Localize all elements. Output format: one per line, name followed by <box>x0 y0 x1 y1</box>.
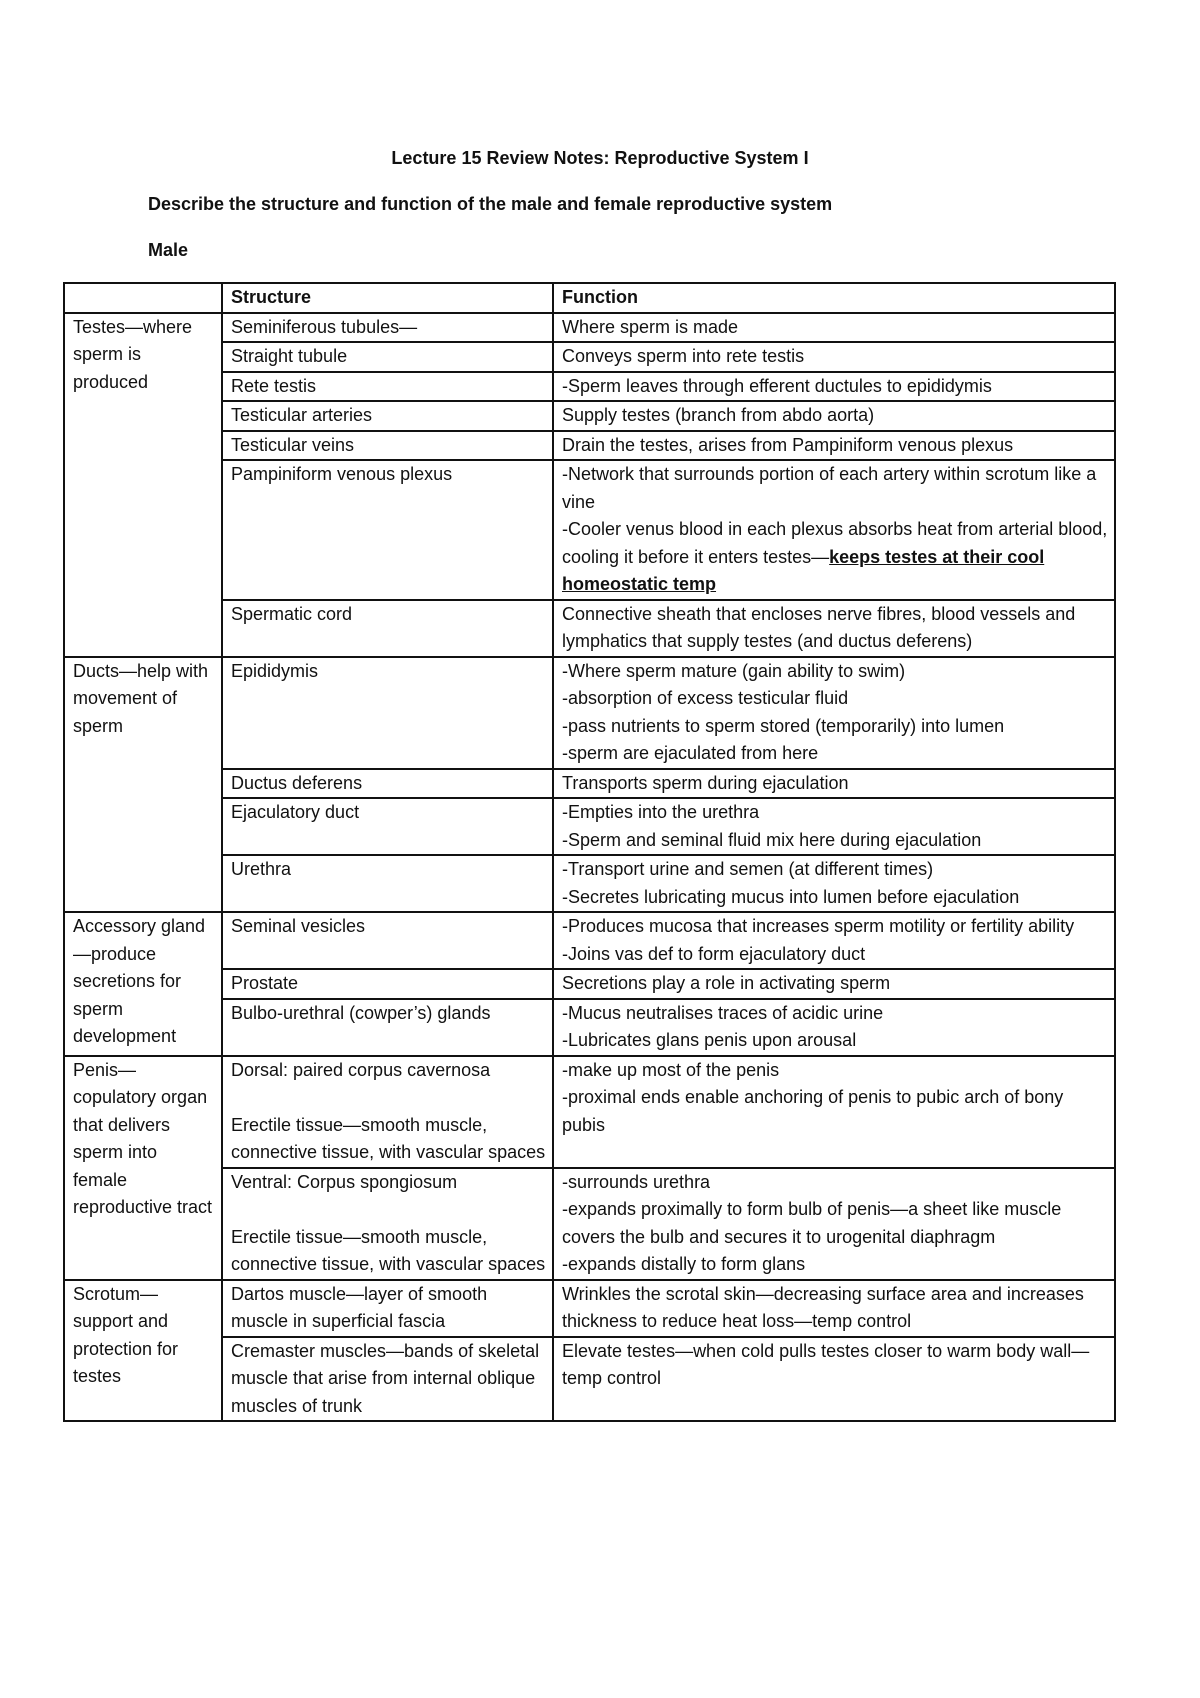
function-cell: Secretions play a role in activating sperm <box>553 969 1115 999</box>
function-cell <box>553 657 1115 769</box>
function-cell <box>553 999 1115 1056</box>
function-line: -Transport urine and semen (at different times) <box>562 859 934 879</box>
function-cell: Wrinkles the scrotal skin—decreasing surface area and increases thickness to reduce heat loss—temp control <box>553 1280 1115 1337</box>
table-row <box>64 769 1115 799</box>
function-cell: Where sperm is made <box>553 313 1115 343</box>
function-line: -Lubricates glans penis upon arousal <box>562 1030 857 1050</box>
table-row <box>64 999 1115 1056</box>
structure-line: Erectile tissue—smooth muscle, connective tissue, with vascular spaces <box>231 1226 546 1274</box>
structure-cell: Rete testis <box>222 372 553 402</box>
structure-cell: Testicular veins <box>222 431 553 461</box>
structure-cell: Urethra <box>222 855 553 912</box>
function-line: -Sperm and seminal fluid mix here during ejaculation <box>562 829 982 850</box>
table-row <box>64 912 1115 969</box>
table-row <box>64 855 1115 912</box>
structure-line: Erectile tissue—smooth muscle, connective tissue, with vascular spaces <box>231 1114 546 1162</box>
table-header-row <box>64 283 1115 313</box>
function-line: -pass nutrients to sperm stored (temporarily) into lumen <box>562 715 1005 736</box>
group-label-ducts: Ducts—help with movement of sperm <box>64 657 222 913</box>
function-line: -Network that surrounds portion of each artery within scrotum like a vine <box>562 464 1097 512</box>
function-cell <box>553 912 1115 969</box>
header-blank <box>64 283 222 313</box>
function-line: -Where sperm mature (gain ability to swim) <box>562 660 906 681</box>
function-cell: Drain the testes, arises from Pampiniform venous plexus <box>553 431 1115 461</box>
function-cell: Transports sperm during ejaculation <box>553 769 1115 799</box>
table-row <box>64 372 1115 402</box>
male-reproductive-table <box>63 282 1116 1422</box>
emphasis-text: keeps testes at their cool homeostatic temp <box>562 546 1045 594</box>
question-heading: Describe the structure and function of the male and female reproductive system <box>148 194 833 214</box>
group-label-penis: Penis—copulatory organ that delivers sperm into female reproductive tract <box>64 1056 222 1280</box>
structure-cell <box>222 1168 553 1280</box>
table-row <box>64 657 1115 769</box>
structure-cell: Testicular arteries <box>222 401 553 431</box>
function-line: -expands distally to form glans <box>562 1254 806 1274</box>
structure-line: Dorsal: paired corpus cavernosa <box>231 1059 491 1080</box>
table-row <box>64 1168 1115 1280</box>
structure-cell: Ductus deferens <box>222 769 553 799</box>
structure-cell: Dartos muscle—layer of smooth muscle in superficial fascia <box>222 1280 553 1337</box>
table-row <box>64 431 1115 461</box>
structure-cell: Cremaster muscles—bands of skeletal muscle that arise from internal oblique muscles of trunk <box>222 1337 553 1422</box>
table-row <box>64 600 1115 657</box>
structure-cell: Seminiferous tubules— <box>222 313 553 343</box>
header-function: Function <box>553 283 1115 313</box>
function-line: -proximal ends enable anchoring of penis to pubic arch of bony pubis <box>562 1087 1064 1135</box>
function-cell: Elevate testes—when cold pulls testes closer to warm body wall—temp control <box>553 1337 1115 1422</box>
function-line: -Empties into the urethra <box>562 802 760 822</box>
group-label-scrotum: Scrotum—support and protection for testes <box>64 1280 222 1422</box>
structure-cell: Straight tubule <box>222 342 553 372</box>
function-cell <box>553 1168 1115 1280</box>
table-row <box>64 401 1115 431</box>
function-line: -sperm are ejaculated from here <box>562 743 819 763</box>
function-cell: -Sperm leaves through efferent ductules to epididymis <box>553 372 1115 402</box>
function-line: -absorption of excess testicular fluid <box>562 688 849 708</box>
page-title: Lecture 15 Review Notes: Reproductive System I <box>391 148 809 168</box>
table-row <box>64 1337 1115 1422</box>
function-cell: Connective sheath that encloses nerve fibres, blood vessels and lymphatics that supply testes (and ductus deferens) <box>553 600 1115 657</box>
table-row <box>64 969 1115 999</box>
table-row <box>64 798 1115 855</box>
function-cell <box>553 1056 1115 1168</box>
function-line: -Secretes lubricating mucus into lumen before ejaculation <box>562 886 1020 907</box>
function-cell: Supply testes (branch from abdo aorta) <box>553 401 1115 431</box>
table-row <box>64 1056 1115 1168</box>
function-line: -make up most of the penis <box>562 1059 780 1080</box>
function-cell <box>553 460 1115 600</box>
structure-cell: Pampiniform venous plexus <box>222 460 553 600</box>
function-cell <box>553 798 1115 855</box>
group-label-accessory: Accessory gland—produce secretions for sperm development <box>64 912 222 1056</box>
function-line: -Mucus neutralises traces of acidic urine <box>562 1002 884 1023</box>
function-line: -Produces mucosa that increases sperm motility or fertility ability <box>562 916 1075 936</box>
function-cell: Conveys sperm into rete testis <box>553 342 1115 372</box>
structure-cell: Seminal vesicles <box>222 912 553 969</box>
function-line: -surrounds urethra <box>562 1171 711 1192</box>
function-line: -expands proximally to form bulb of penis—a sheet like muscle covers the bulb and secures it to urogenital diaphragm <box>562 1199 1062 1247</box>
table-row <box>64 1280 1115 1337</box>
table-row <box>64 342 1115 372</box>
structure-cell: Prostate <box>222 969 553 999</box>
structure-cell: Ejaculatory duct <box>222 798 553 855</box>
section-heading: Male <box>148 240 189 260</box>
function-cell <box>553 855 1115 912</box>
structure-cell <box>222 1056 553 1168</box>
table-row <box>64 313 1115 343</box>
group-label-testes: Testes—where sperm is produced <box>64 313 222 657</box>
function-line: -Joins vas def to form ejaculatory duct <box>562 943 866 964</box>
structure-line: Ventral: Corpus spongiosum <box>231 1171 458 1192</box>
structure-cell: Bulbo-urethral (cowper’s) glands <box>222 999 553 1056</box>
header-structure: Structure <box>222 283 553 313</box>
function-line: -Cooler venus blood in each plexus absorbs heat from arterial blood, cooling it before it enters testes— <box>562 519 1108 567</box>
structure-cell: Epididymis <box>222 657 553 769</box>
table-row <box>64 460 1115 600</box>
structure-cell: Spermatic cord <box>222 600 553 657</box>
